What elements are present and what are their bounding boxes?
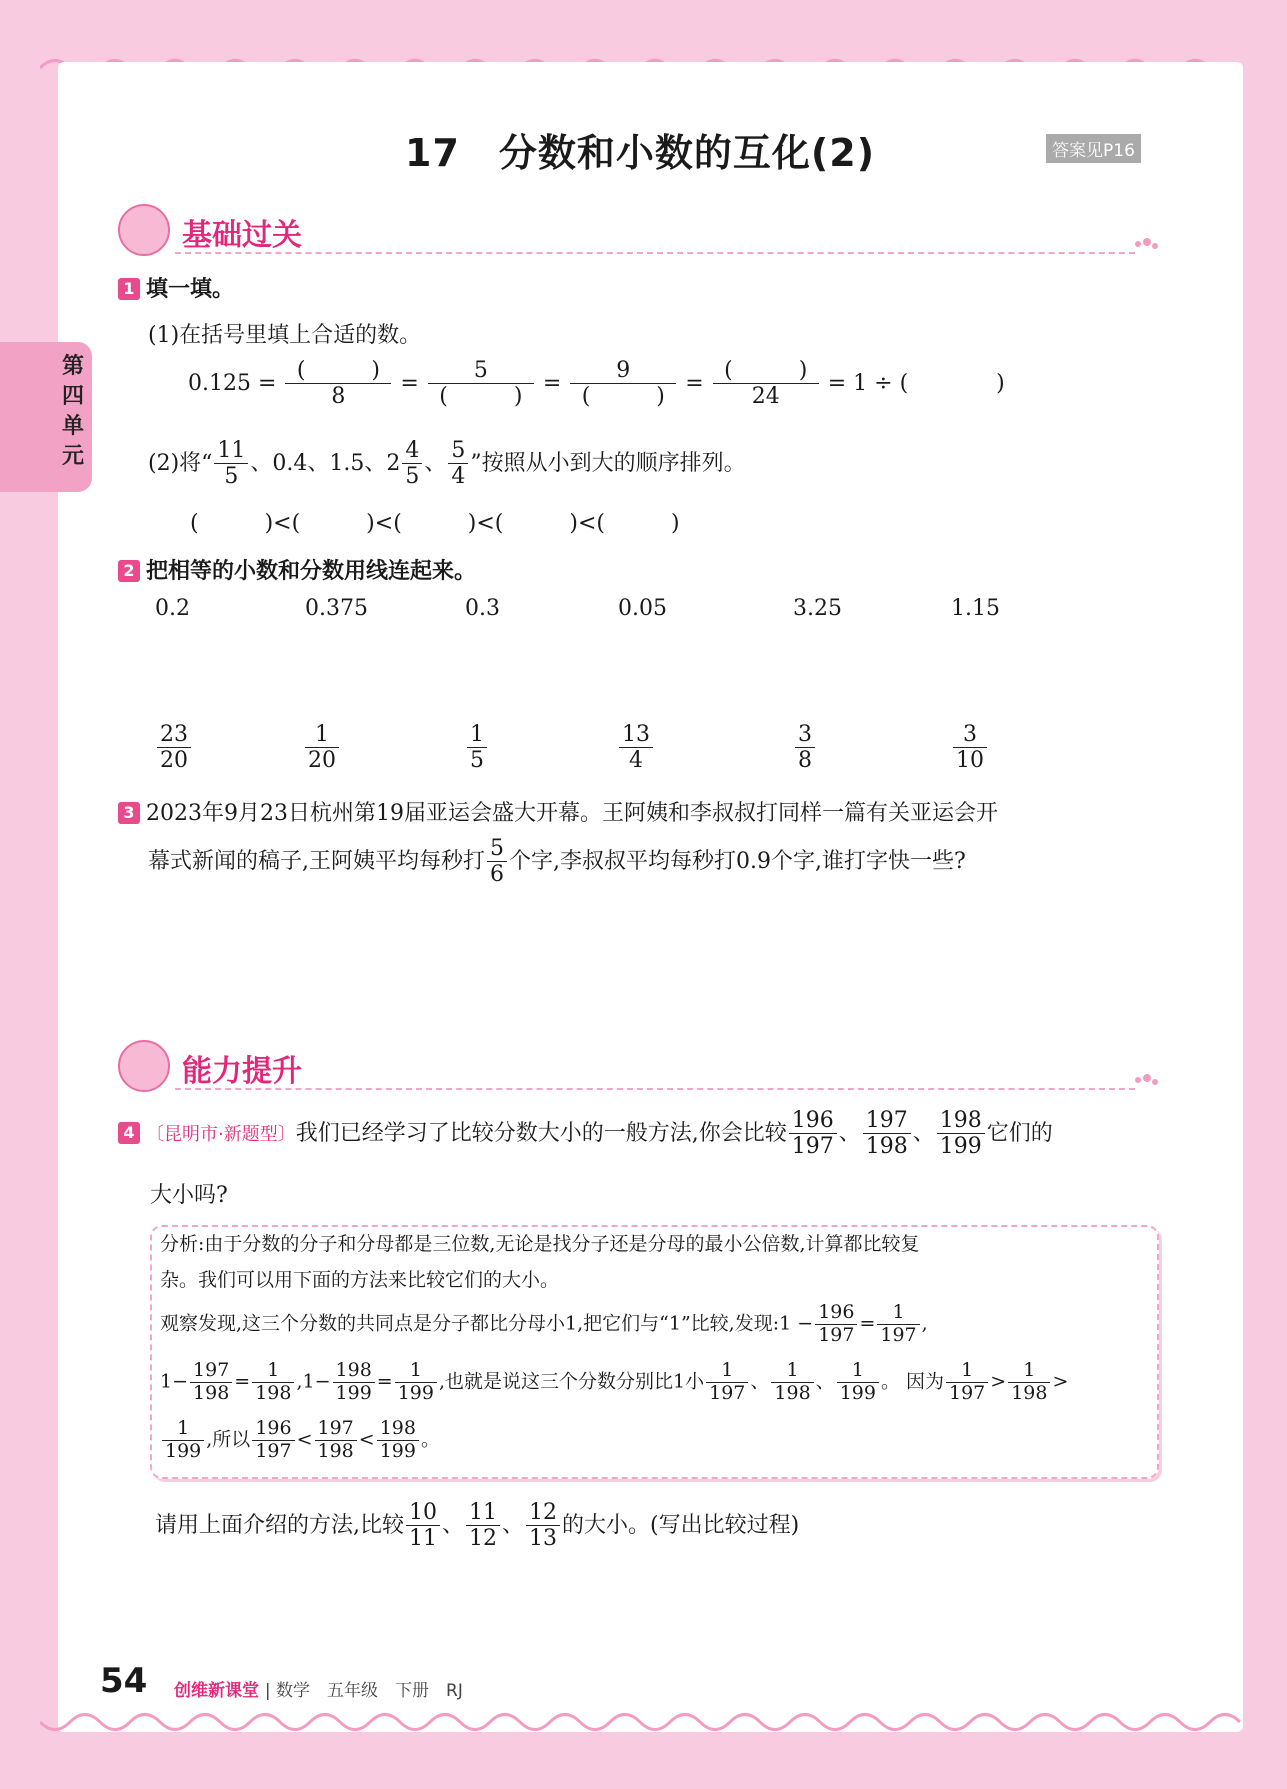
denominator: 199 — [939, 1134, 982, 1160]
eq-end: = 1 ÷ ( ) — [827, 370, 1005, 396]
fraction — [619, 722, 653, 774]
denominator: 197 — [818, 1323, 855, 1346]
denominator: 12 — [469, 1526, 498, 1552]
question-2-title — [118, 554, 476, 585]
denominator: 199 — [839, 1381, 876, 1404]
decimal-item: 0.05 — [618, 596, 667, 621]
q1-part2-line — [148, 438, 746, 490]
numerator: 3 — [953, 722, 987, 748]
equals-sign: = — [400, 370, 419, 396]
question-3-text: 2023年9月23日杭州第19届亚运会盛大开幕。王阿姨和李叔叔打同样一篇有关亚运会开 — [146, 801, 998, 826]
unit-side-tab — [0, 342, 92, 492]
fraction — [467, 722, 487, 774]
page-paper — [58, 62, 1243, 1732]
fraction-item — [465, 722, 489, 774]
analysis-text: 观察发现,这三个分数的共同点是分子都比分母小1,把它们与“1”比较,发现:1 − — [160, 1312, 814, 1335]
question-number-badge: 1 — [118, 278, 140, 300]
section-divider — [175, 252, 1135, 254]
fraction — [190, 1360, 232, 1405]
numerator: 4 — [402, 438, 422, 464]
blank-fraction — [428, 358, 534, 410]
fraction-item — [951, 722, 989, 774]
fraction — [795, 722, 815, 774]
q4-task-line — [155, 1500, 799, 1552]
mascot-icon — [118, 204, 170, 256]
q4-text-b: 它们的 — [986, 1120, 1053, 1146]
page-title: 17 分数和小数的互化(2) — [405, 131, 876, 175]
analysis-line-4 — [160, 1360, 1068, 1405]
denominator: 10 — [956, 748, 984, 774]
denominator: 197 — [949, 1381, 986, 1404]
denominator: 198 — [774, 1381, 811, 1404]
fraction-item — [793, 722, 817, 774]
denominator: 13 — [529, 1526, 558, 1552]
book-details: | 数学 五年级 下册 RJ — [264, 1681, 463, 1701]
page-number: 54 — [100, 1661, 148, 1701]
q1-equation-row — [188, 358, 1005, 410]
answer-reference-badge: 答案见P16 — [1046, 134, 1141, 163]
denominator: ( ) — [581, 384, 665, 410]
numerator: 11 — [214, 438, 248, 464]
blank-fraction — [285, 358, 391, 410]
denominator: 199 — [397, 1381, 434, 1404]
equals-sign: = — [376, 1370, 393, 1393]
numerator: 3 — [795, 722, 815, 748]
fraction — [315, 1418, 357, 1463]
equals-sign: = — [542, 370, 562, 396]
denominator: 199 — [379, 1439, 416, 1462]
mascot-icon — [118, 1040, 170, 1092]
question-number-badge: 2 — [118, 560, 140, 582]
numerator: 198 — [937, 1108, 985, 1134]
fraction — [333, 1360, 375, 1405]
numerator: 196 — [789, 1108, 837, 1134]
fraction — [406, 1500, 440, 1552]
numerator: 1 — [1008, 1360, 1050, 1383]
numerator: 1 — [252, 1360, 294, 1383]
fraction — [946, 1360, 988, 1405]
numerator: 5 — [487, 836, 507, 862]
less-than: < — [296, 1428, 313, 1451]
numerator: 1 — [837, 1360, 879, 1383]
greater-than: > — [990, 1370, 1007, 1393]
denominator: 20 — [308, 748, 336, 774]
one: 1 — [160, 1370, 173, 1393]
question-1-text: 填一填。 — [146, 277, 235, 302]
numerator: 197 — [315, 1418, 357, 1441]
fraction — [162, 1418, 204, 1463]
numerator: 12 — [526, 1500, 560, 1526]
fraction — [157, 722, 191, 774]
q1-part1-label: (1)在括号里填上合适的数。 — [148, 323, 422, 348]
bottom-wave-border — [40, 1712, 1260, 1742]
q3-text-a: 幕式新闻的稿子,王阿姨平均每秒打 — [148, 848, 485, 874]
denominator: 8 — [331, 384, 346, 410]
fraction — [214, 438, 248, 490]
fraction — [837, 1360, 879, 1405]
q1-order-row: ( )<( )<( )<( )<( ) — [190, 511, 680, 536]
decimal-item: 0.3 — [465, 596, 500, 621]
fraction-item — [155, 722, 193, 774]
decimal-item: 0.375 — [305, 596, 368, 621]
denominator: 5 — [470, 748, 484, 774]
decimal-item: 3.25 — [793, 596, 842, 621]
fraction — [953, 722, 987, 774]
equals-sign: = — [859, 1312, 876, 1335]
numerator: 1 — [877, 1302, 919, 1325]
numerator: 196 — [815, 1302, 857, 1325]
numerator: 198 — [377, 1418, 419, 1441]
numerator: 197 — [863, 1108, 911, 1134]
numerator: 5 — [428, 358, 534, 384]
denominator: 5 — [405, 464, 420, 490]
fraction — [252, 1418, 294, 1463]
minus-sign: − — [172, 1370, 189, 1393]
section-heading-basic: 基础过关 — [182, 218, 302, 253]
minus-sign: − — [314, 1370, 331, 1393]
denominator: 11 — [409, 1526, 437, 1552]
blank-fraction — [570, 358, 676, 410]
blank-fraction — [713, 358, 819, 410]
section-heading-advanced: 能力提升 — [182, 1054, 302, 1089]
fraction — [815, 1302, 857, 1347]
separator: 、 — [750, 1370, 770, 1393]
part2-prefix: (2)将“ — [148, 450, 213, 476]
question-number-badge: 3 — [118, 802, 140, 824]
numerator: ( ) — [713, 358, 819, 384]
analysis-line-2: 杂。我们可以用下面的方法来比较它们的大小。 — [160, 1269, 560, 1291]
analysis-text: 。 因为 — [880, 1370, 944, 1393]
question-4-line-2: 大小吗? — [150, 1183, 228, 1208]
comma: , — [296, 1370, 303, 1393]
denominator: ( ) — [439, 384, 523, 410]
fraction — [377, 1418, 419, 1463]
denominator: 199 — [335, 1381, 372, 1404]
numerator: 5 — [448, 438, 468, 464]
dots-decoration-icon — [1133, 1072, 1161, 1088]
numerator: 9 — [570, 358, 676, 384]
fraction — [706, 1360, 748, 1405]
analysis-text: ,也就是说这三个分数分别比1小 — [438, 1370, 705, 1393]
comma: , — [921, 1312, 928, 1335]
fraction — [937, 1108, 985, 1160]
numerator: 1 — [395, 1360, 437, 1383]
fraction — [252, 1360, 294, 1405]
fraction — [448, 438, 468, 490]
denominator: 197 — [709, 1381, 746, 1404]
fraction-item — [303, 722, 341, 774]
question-3-line-1 — [118, 796, 998, 827]
denominator: 197 — [880, 1323, 917, 1346]
analysis-text: ,所以 — [206, 1428, 251, 1451]
fraction — [877, 1302, 919, 1347]
denominator: 198 — [1011, 1381, 1048, 1404]
q4-text-a: 我们已经学习了比较分数大小的一般方法,你会比较 — [295, 1120, 787, 1146]
fraction — [402, 438, 422, 490]
equals-sign: = — [234, 1370, 251, 1393]
numerator: 23 — [157, 722, 191, 748]
book-name: 创维新课堂 — [174, 1681, 259, 1701]
fraction — [305, 722, 339, 774]
denominator: 8 — [798, 748, 812, 774]
question-2-text: 把相等的小数和分数用线连起来。 — [146, 559, 477, 584]
fraction — [487, 836, 507, 888]
denominator: 6 — [490, 862, 504, 888]
separator: 、 — [502, 1512, 525, 1538]
separator: 、 — [442, 1512, 465, 1538]
numerator: 1 — [467, 722, 487, 748]
denominator: 24 — [751, 384, 780, 410]
decimal-item: 1.15 — [951, 596, 1000, 621]
question-4-line-1 — [118, 1108, 1053, 1160]
task-text-a: 请用上面介绍的方法,比较 — [155, 1512, 404, 1538]
numerator: 198 — [333, 1360, 375, 1383]
question-number-badge: 4 — [118, 1122, 140, 1144]
numerator: 1 — [946, 1360, 988, 1383]
footer-book-info — [174, 1676, 463, 1701]
analysis-line-5 — [160, 1418, 440, 1463]
part2-mid: 、0.4、1.5、2 — [250, 450, 401, 476]
numerator: 196 — [252, 1418, 294, 1441]
one: 1 — [302, 1370, 315, 1393]
numerator: 1 — [771, 1360, 813, 1383]
fraction — [863, 1108, 911, 1160]
task-text-b: 的大小。(写出比较过程) — [562, 1512, 800, 1538]
separator: 、 — [815, 1370, 835, 1393]
dots-decoration-icon — [1133, 236, 1161, 252]
decimal-item: 0.2 — [155, 596, 190, 621]
fraction-item — [617, 722, 655, 774]
fraction — [395, 1360, 437, 1405]
denominator: 4 — [629, 748, 643, 774]
numerator: 10 — [406, 1500, 440, 1526]
unit-side-tab-label: 第四单元 — [61, 354, 84, 469]
numerator: 197 — [190, 1360, 232, 1383]
separator: 、 — [838, 1120, 861, 1146]
denominator: 198 — [317, 1439, 354, 1462]
denominator: 198 — [193, 1381, 230, 1404]
question-1-title — [118, 272, 234, 303]
less-than: < — [358, 1428, 375, 1451]
numerator: 1 — [706, 1360, 748, 1383]
period: 。 — [420, 1428, 440, 1451]
denominator: 197 — [255, 1439, 292, 1462]
denominator: 20 — [160, 748, 188, 774]
analysis-line-3 — [160, 1302, 928, 1347]
denominator: 5 — [224, 464, 239, 490]
denominator: 198 — [255, 1381, 292, 1404]
eq-start: 0.125 = — [188, 370, 277, 396]
fraction — [466, 1500, 500, 1552]
separator: 、 — [912, 1120, 935, 1146]
numerator: 13 — [619, 722, 653, 748]
greater-than: > — [1052, 1370, 1069, 1393]
part2-suffix: ”按照从小到大的顺序排列。 — [470, 450, 746, 476]
fraction — [526, 1500, 560, 1552]
section-divider — [175, 1088, 1135, 1090]
analysis-line-1: 分析:由于分数的分子和分母都是三位数,无论是找分子还是分母的最小公倍数,计算都比较复 — [160, 1233, 920, 1255]
numerator: ( ) — [285, 358, 391, 384]
numerator: 1 — [305, 722, 339, 748]
fraction — [789, 1108, 837, 1160]
denominator: 197 — [791, 1134, 834, 1160]
numerator: 1 — [162, 1418, 204, 1441]
denominator: 199 — [165, 1439, 202, 1462]
question-tag: 〔昆明市·新题型〕 — [146, 1123, 296, 1145]
numerator: 11 — [466, 1500, 500, 1526]
fraction — [1008, 1360, 1050, 1405]
denominator: 198 — [865, 1134, 908, 1160]
separator: 、 — [424, 450, 447, 476]
fraction — [771, 1360, 813, 1405]
question-3-line-2 — [148, 836, 966, 888]
denominator: 4 — [451, 464, 466, 490]
equals-sign: = — [685, 370, 704, 396]
q3-text-b: 个字,李叔叔平均每秒打0.9个字,谁打字快一些? — [509, 848, 966, 874]
